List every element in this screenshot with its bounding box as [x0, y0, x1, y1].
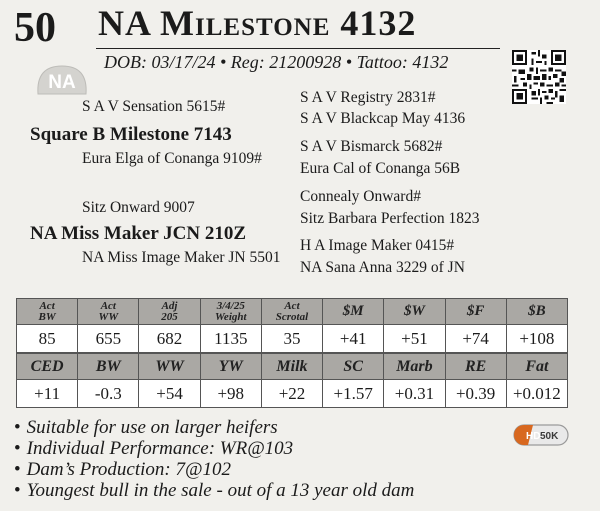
- note-item: • Dam’s Production: 7@102: [14, 459, 414, 480]
- dam-dam-sire: H A Image Maker 0415#: [300, 237, 455, 254]
- header-act-ww: Act WW: [78, 299, 139, 325]
- performance-value-row: [17, 325, 568, 353]
- header-adj-205: Adj 205: [139, 299, 200, 325]
- sire-dam-dam: Eura Cal of Conanga 56B: [300, 160, 461, 177]
- value-adj-205: 682: [139, 325, 200, 353]
- epd-value-row: [17, 380, 568, 408]
- value-fat: +0.012: [506, 380, 567, 408]
- value-weight: 1135: [200, 325, 261, 353]
- sire-dam-sire: S A V Bismarck 5682#: [300, 138, 443, 155]
- header-yw: YW: [200, 354, 261, 380]
- value-yw: +98: [200, 380, 261, 408]
- note-item: • Youngest bull in the sale - out of a 13 year old dam: [14, 480, 414, 501]
- na-logo-icon: [34, 64, 90, 96]
- value-f-index: +74: [445, 325, 506, 353]
- value-marb: +0.31: [384, 380, 445, 408]
- value-re: +0.39: [445, 380, 506, 408]
- header-m-index: $M: [323, 299, 384, 325]
- sire: Square B Milestone 7143: [30, 124, 232, 145]
- title-rule: [96, 48, 500, 49]
- header-b-index: $B: [506, 299, 567, 325]
- header-f-index: $F: [445, 299, 506, 325]
- header-ced: CED: [17, 354, 78, 380]
- dam-sire-sire: Connealy Onward#: [300, 188, 421, 205]
- performance-header-row: [17, 299, 568, 325]
- value-ced: +11: [17, 380, 78, 408]
- note-item: • Suitable for use on larger heifers: [14, 417, 414, 438]
- hd50k-badge-icon: [513, 424, 569, 446]
- value-sc: +1.57: [323, 380, 384, 408]
- lot-number: 50: [14, 5, 56, 51]
- page-title: NA Milestone 4132: [98, 3, 417, 43]
- value-act-ww: 655: [78, 325, 139, 353]
- sire-sire-sire: S A V Registry 2831#: [300, 89, 436, 106]
- header-milk: Milk: [261, 354, 322, 380]
- notes-list: [14, 417, 414, 501]
- performance-table: [16, 298, 568, 353]
- epd-header-row: [17, 354, 568, 380]
- value-ww: +54: [139, 380, 200, 408]
- header-sc: SC: [323, 354, 384, 380]
- value-m-index: +41: [323, 325, 384, 353]
- header-w-index: $W: [384, 299, 445, 325]
- logo-text: NA: [48, 72, 76, 93]
- dam-dam: NA Miss Image Maker JN 5501: [82, 249, 281, 266]
- value-act-scrotal: 35: [261, 325, 322, 353]
- header-marb: Marb: [384, 354, 445, 380]
- registration-line: DOB: 03/17/24 • Reg: 21200928 • Tattoo: 4132: [104, 52, 449, 72]
- dam: NA Miss Maker JCN 210Z: [30, 223, 247, 244]
- dam-dam-dam: NA Sana Anna 3229 of JN: [300, 259, 465, 276]
- sire-sire: S A V Sensation 5615#: [82, 98, 226, 115]
- header-fat: Fat: [506, 354, 567, 380]
- value-b-index: +108: [506, 325, 567, 353]
- header-bw: BW: [78, 354, 139, 380]
- header-weight: 3/4/25 Weight: [200, 299, 261, 325]
- header-act-scrotal: Act Scrotal: [261, 299, 322, 325]
- header-re: RE: [445, 354, 506, 380]
- sire-dam: Eura Elga of Conanga 9109#: [82, 150, 262, 167]
- dam-sire: Sitz Onward 9007: [82, 199, 195, 216]
- header-act-bw: Act BW: [17, 299, 78, 325]
- value-bw: -0.3: [78, 380, 139, 408]
- qr-code-icon[interactable]: [512, 50, 566, 104]
- epd-table: [16, 353, 568, 408]
- badge-hd-text: HD: [526, 431, 541, 442]
- badge-50k-text: 50K: [540, 431, 559, 442]
- dam-sire-dam: Sitz Barbara Perfection 1823: [300, 210, 480, 227]
- note-item: • Individual Performance: WR@103: [14, 438, 414, 459]
- value-act-bw: 85: [17, 325, 78, 353]
- header-ww: WW: [139, 354, 200, 380]
- value-w-index: +51: [384, 325, 445, 353]
- value-milk: +22: [261, 380, 322, 408]
- sire-sire-dam: S A V Blackcap May 4136: [300, 110, 466, 127]
